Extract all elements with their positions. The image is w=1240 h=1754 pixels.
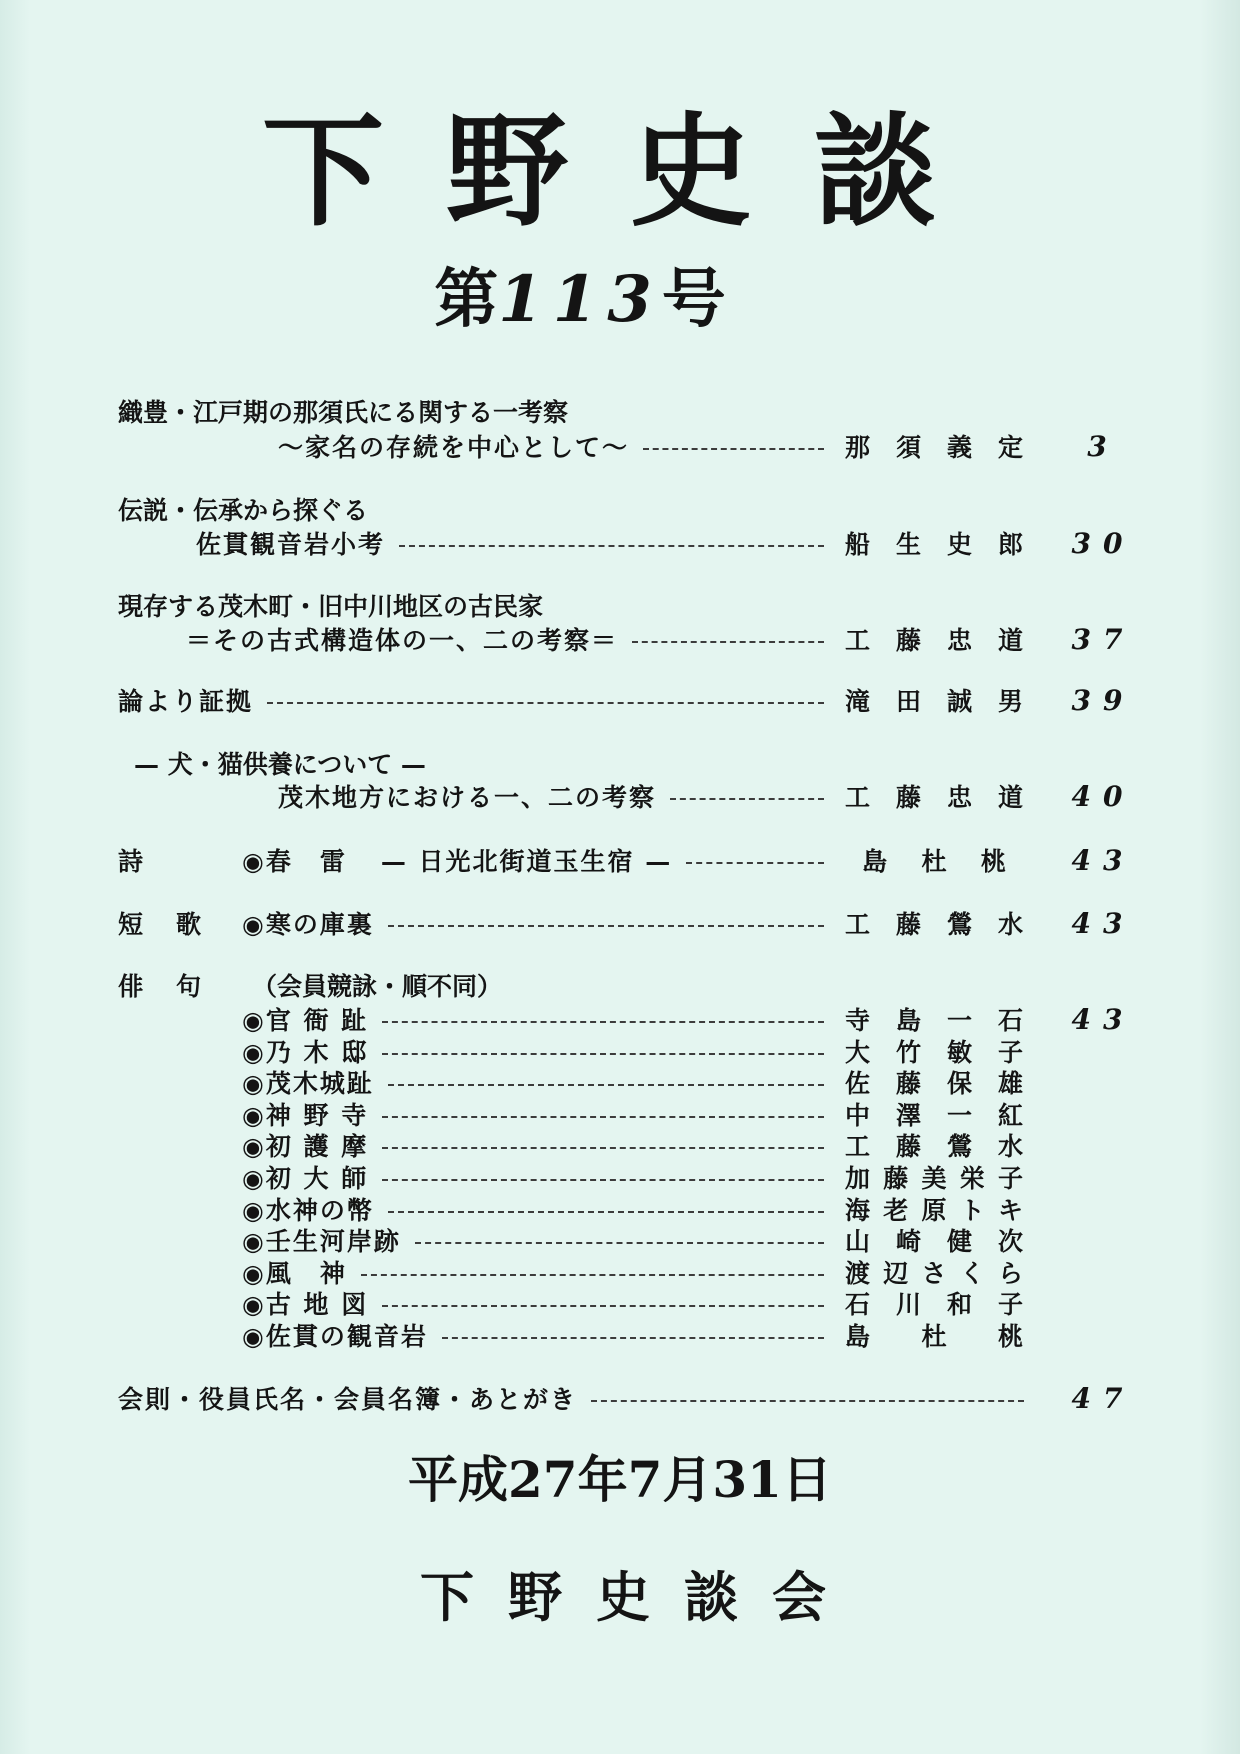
- leader-dots: [670, 798, 824, 800]
- author-char: 定: [997, 433, 1023, 462]
- entry-title: 論より証拠: [118, 687, 254, 716]
- haiku-row: [242, 1288, 838, 1318]
- author-char: 須: [895, 433, 921, 462]
- entry-title: 伝説・伝承から探ぐる: [118, 496, 369, 525]
- leader-dots: [632, 641, 824, 643]
- author-char: 子: [997, 1164, 1023, 1193]
- entry-subtitle: ＝その古式構造体の一、二の考察＝: [186, 626, 619, 655]
- author-char: 和: [946, 1290, 972, 1319]
- author-char: 滝: [845, 687, 871, 716]
- author-char: 澤: [895, 1101, 921, 1130]
- author-char: 島: [862, 847, 888, 876]
- entry-subtitle-row: [196, 528, 838, 558]
- appendix-row: [118, 1383, 1038, 1413]
- author-char: さ: [921, 1259, 947, 1288]
- poem-title: ◉春 雷: [242, 847, 347, 876]
- author-char: 海: [845, 1196, 871, 1225]
- author-char: く: [959, 1259, 985, 1288]
- poem-page: 43: [1071, 843, 1135, 877]
- entry-subtitle: 佐貫観音岩小考: [196, 530, 386, 559]
- entry-author: [845, 781, 1023, 811]
- issue-number: 第113号: [434, 262, 726, 337]
- haiku-author: [845, 1288, 1023, 1318]
- haiku-title: ◉初 大 師: [242, 1164, 369, 1193]
- haiku-author: [845, 1194, 1023, 1224]
- author-char: 義: [946, 433, 972, 462]
- entry-author: [845, 528, 1023, 558]
- author-char: キ: [997, 1196, 1023, 1225]
- author-char: 竹: [895, 1038, 921, 1067]
- leader-dots: [388, 1211, 824, 1213]
- publisher-name: 下野史談会: [420, 1565, 860, 1629]
- category-label: 短 歌: [118, 910, 206, 939]
- author-char: 辺: [883, 1259, 909, 1288]
- author-char: 男: [997, 687, 1023, 716]
- author-char: 渡: [845, 1259, 871, 1288]
- author-char: 藤: [883, 1164, 909, 1193]
- author-char: 水: [997, 1132, 1023, 1161]
- haiku-row: [242, 1225, 838, 1255]
- haiku-title: ◉初 護 摩: [242, 1132, 369, 1161]
- poem-row: [242, 845, 838, 875]
- author-char: 一: [946, 1101, 972, 1130]
- author-char: 川: [895, 1290, 921, 1319]
- haiku-author: [845, 1130, 1023, 1160]
- author-char: 次: [997, 1227, 1023, 1256]
- author-char: 寺: [845, 1006, 871, 1035]
- haiku-row: [242, 1320, 838, 1350]
- author-char: 鶯: [946, 1132, 972, 1161]
- author-char: 鶯: [946, 910, 972, 939]
- author-char: 老: [883, 1196, 909, 1225]
- haiku-title: ◉古 地 図: [242, 1290, 369, 1319]
- leader-dots: [382, 1116, 824, 1118]
- author-char: 道: [997, 626, 1023, 655]
- author-char: 敏: [946, 1038, 972, 1067]
- author-char: 保: [946, 1069, 972, 1098]
- haiku-author: [845, 1225, 1023, 1255]
- entry-author: [845, 431, 1023, 461]
- author-char: 加: [845, 1164, 871, 1193]
- haiku-row: [242, 1162, 838, 1192]
- tanka-page: 43: [1071, 906, 1135, 940]
- leader-dots: [643, 448, 824, 450]
- leader-dots: [388, 925, 824, 927]
- entry-title: 織豊・江戸期の那須氏にる関する一考察: [118, 398, 569, 427]
- leader-dots: [382, 1305, 824, 1307]
- entry-author: [845, 624, 1023, 654]
- author-char: 原: [921, 1196, 947, 1225]
- author-char: 田: [895, 687, 921, 716]
- author-char: 健: [946, 1227, 972, 1256]
- author-char: 郎: [997, 530, 1023, 559]
- author-char: 子: [997, 1290, 1023, 1319]
- leader-dots: [591, 1400, 1024, 1402]
- entry-page: 30: [1071, 526, 1135, 560]
- tanka-title: ◉寒の庫裏: [242, 910, 374, 939]
- entry-page: 39: [1071, 683, 1135, 717]
- leader-dots: [382, 1179, 824, 1181]
- haiku-title: ◉茂木城趾: [242, 1069, 374, 1098]
- author-char: 栄: [959, 1164, 985, 1193]
- appendix-title: 会則・役員氏名・会員名簿・あとがき: [118, 1385, 578, 1414]
- author-char: ト: [959, 1196, 985, 1225]
- haiku-author: [845, 1004, 1023, 1034]
- author-char: 史: [946, 530, 972, 559]
- author-char: 藤: [895, 1132, 921, 1161]
- author-char: 紅: [997, 1101, 1023, 1130]
- haiku-author: [845, 1320, 1023, 1350]
- author-char: 工: [845, 910, 871, 939]
- haiku-title: ◉風 神: [242, 1259, 347, 1288]
- author-char: 水: [997, 910, 1023, 939]
- leader-dots: [442, 1337, 824, 1339]
- haiku-author: [845, 1067, 1023, 1097]
- haiku-row: [242, 1130, 838, 1160]
- leader-dots: [361, 1274, 824, 1276]
- haiku-title: ◉乃 木 邸: [242, 1038, 369, 1067]
- leader-dots: [415, 1242, 824, 1244]
- leader-dots: [399, 545, 824, 547]
- author-char: 石: [997, 1006, 1023, 1035]
- author-char: 雄: [997, 1069, 1023, 1098]
- haiku-row: [242, 1194, 838, 1224]
- leader-dots: [382, 1053, 824, 1055]
- author-char: 佐: [845, 1069, 871, 1098]
- haiku-row: [242, 1067, 838, 1097]
- author-char: 藤: [895, 783, 921, 812]
- entry-subtitle: 茂木地方における一、二の考察: [278, 783, 657, 812]
- entry-subtitle-row: [278, 431, 838, 461]
- author-char: 誠: [946, 687, 972, 716]
- leader-dots: [267, 702, 824, 704]
- haiku-author: [845, 1036, 1023, 1066]
- tanka-author: [845, 908, 1023, 938]
- haiku-page: 43: [1071, 1002, 1135, 1036]
- author-char: 大: [845, 1038, 871, 1067]
- author-char: 桃: [980, 847, 1006, 876]
- author-char: 工: [845, 783, 871, 812]
- entry-subtitle-row: [186, 624, 838, 654]
- author-char: 石: [845, 1290, 871, 1319]
- issue-digits: 113: [498, 262, 662, 337]
- entry-page: 40: [1071, 779, 1135, 813]
- author-char: 生: [895, 530, 921, 559]
- author-char: 忠: [946, 783, 972, 812]
- haiku-title: ◉壬生河岸跡: [242, 1227, 401, 1256]
- author-char: 中: [845, 1101, 871, 1130]
- entry-title-row: [118, 685, 838, 715]
- entry-title: — 犬・猫供養について —: [134, 750, 426, 779]
- haiku-row: [242, 1004, 838, 1034]
- haiku-title: ◉神 野 寺: [242, 1101, 369, 1130]
- haiku-row: [242, 1036, 838, 1066]
- haiku-row: [242, 1099, 838, 1129]
- entry-author: [845, 685, 1023, 715]
- haiku-note: （会員競詠・順不同）: [252, 972, 503, 1001]
- author-char: 藤: [895, 1069, 921, 1098]
- entry-title: 現存する茂木町・旧中川地区の古民家: [118, 592, 544, 621]
- author-char: 杜: [921, 847, 947, 876]
- author-char: 道: [997, 783, 1023, 812]
- author-char: 桃: [997, 1322, 1023, 1351]
- publication-date: 平成27年7月31日: [408, 1450, 832, 1509]
- author-char: 崎: [895, 1227, 921, 1256]
- tanka-row: [242, 908, 838, 938]
- haiku-title: ◉水神の幣: [242, 1196, 374, 1225]
- category-label: 詩: [118, 847, 144, 876]
- author-char: 杜: [921, 1322, 947, 1351]
- author-char: 島: [895, 1006, 921, 1035]
- journal-title: 下野史談: [262, 99, 998, 243]
- entry-page: 3: [1087, 429, 1119, 463]
- category-label: 俳 句: [118, 972, 206, 1001]
- entry-page: 37: [1071, 622, 1135, 656]
- author-char: 藤: [895, 910, 921, 939]
- author-char: 一: [946, 1006, 972, 1035]
- author-char: 那: [845, 433, 871, 462]
- author-char: 子: [997, 1038, 1023, 1067]
- appendix-page: 47: [1071, 1381, 1135, 1415]
- leader-dots: [686, 862, 824, 864]
- leader-dots: [388, 1084, 824, 1086]
- author-char: 美: [921, 1164, 947, 1193]
- author-char: 工: [845, 626, 871, 655]
- author-char: 藤: [895, 626, 921, 655]
- poem-author: [845, 845, 1023, 875]
- leader-dots: [382, 1021, 824, 1023]
- leader-dots: [382, 1147, 824, 1149]
- haiku-row: [242, 1257, 838, 1287]
- poem-subtitle: — 日光北街道玉生宿 —: [380, 847, 673, 876]
- haiku-author: [845, 1257, 1023, 1287]
- author-char: 島: [845, 1322, 871, 1351]
- haiku-title: ◉官 衙 趾: [242, 1006, 369, 1035]
- entry-subtitle-row: [278, 781, 838, 811]
- author-char: 船: [845, 530, 871, 559]
- author-char: 山: [845, 1227, 871, 1256]
- haiku-author: [845, 1099, 1023, 1129]
- haiku-title: ◉佐貫の観音岩: [242, 1322, 428, 1351]
- entry-subtitle: 〜家名の存続を中心として〜: [278, 433, 630, 462]
- author-char: ら: [997, 1259, 1023, 1288]
- author-char: 工: [845, 1132, 871, 1161]
- haiku-author: [845, 1162, 1023, 1192]
- author-char: 忠: [946, 626, 972, 655]
